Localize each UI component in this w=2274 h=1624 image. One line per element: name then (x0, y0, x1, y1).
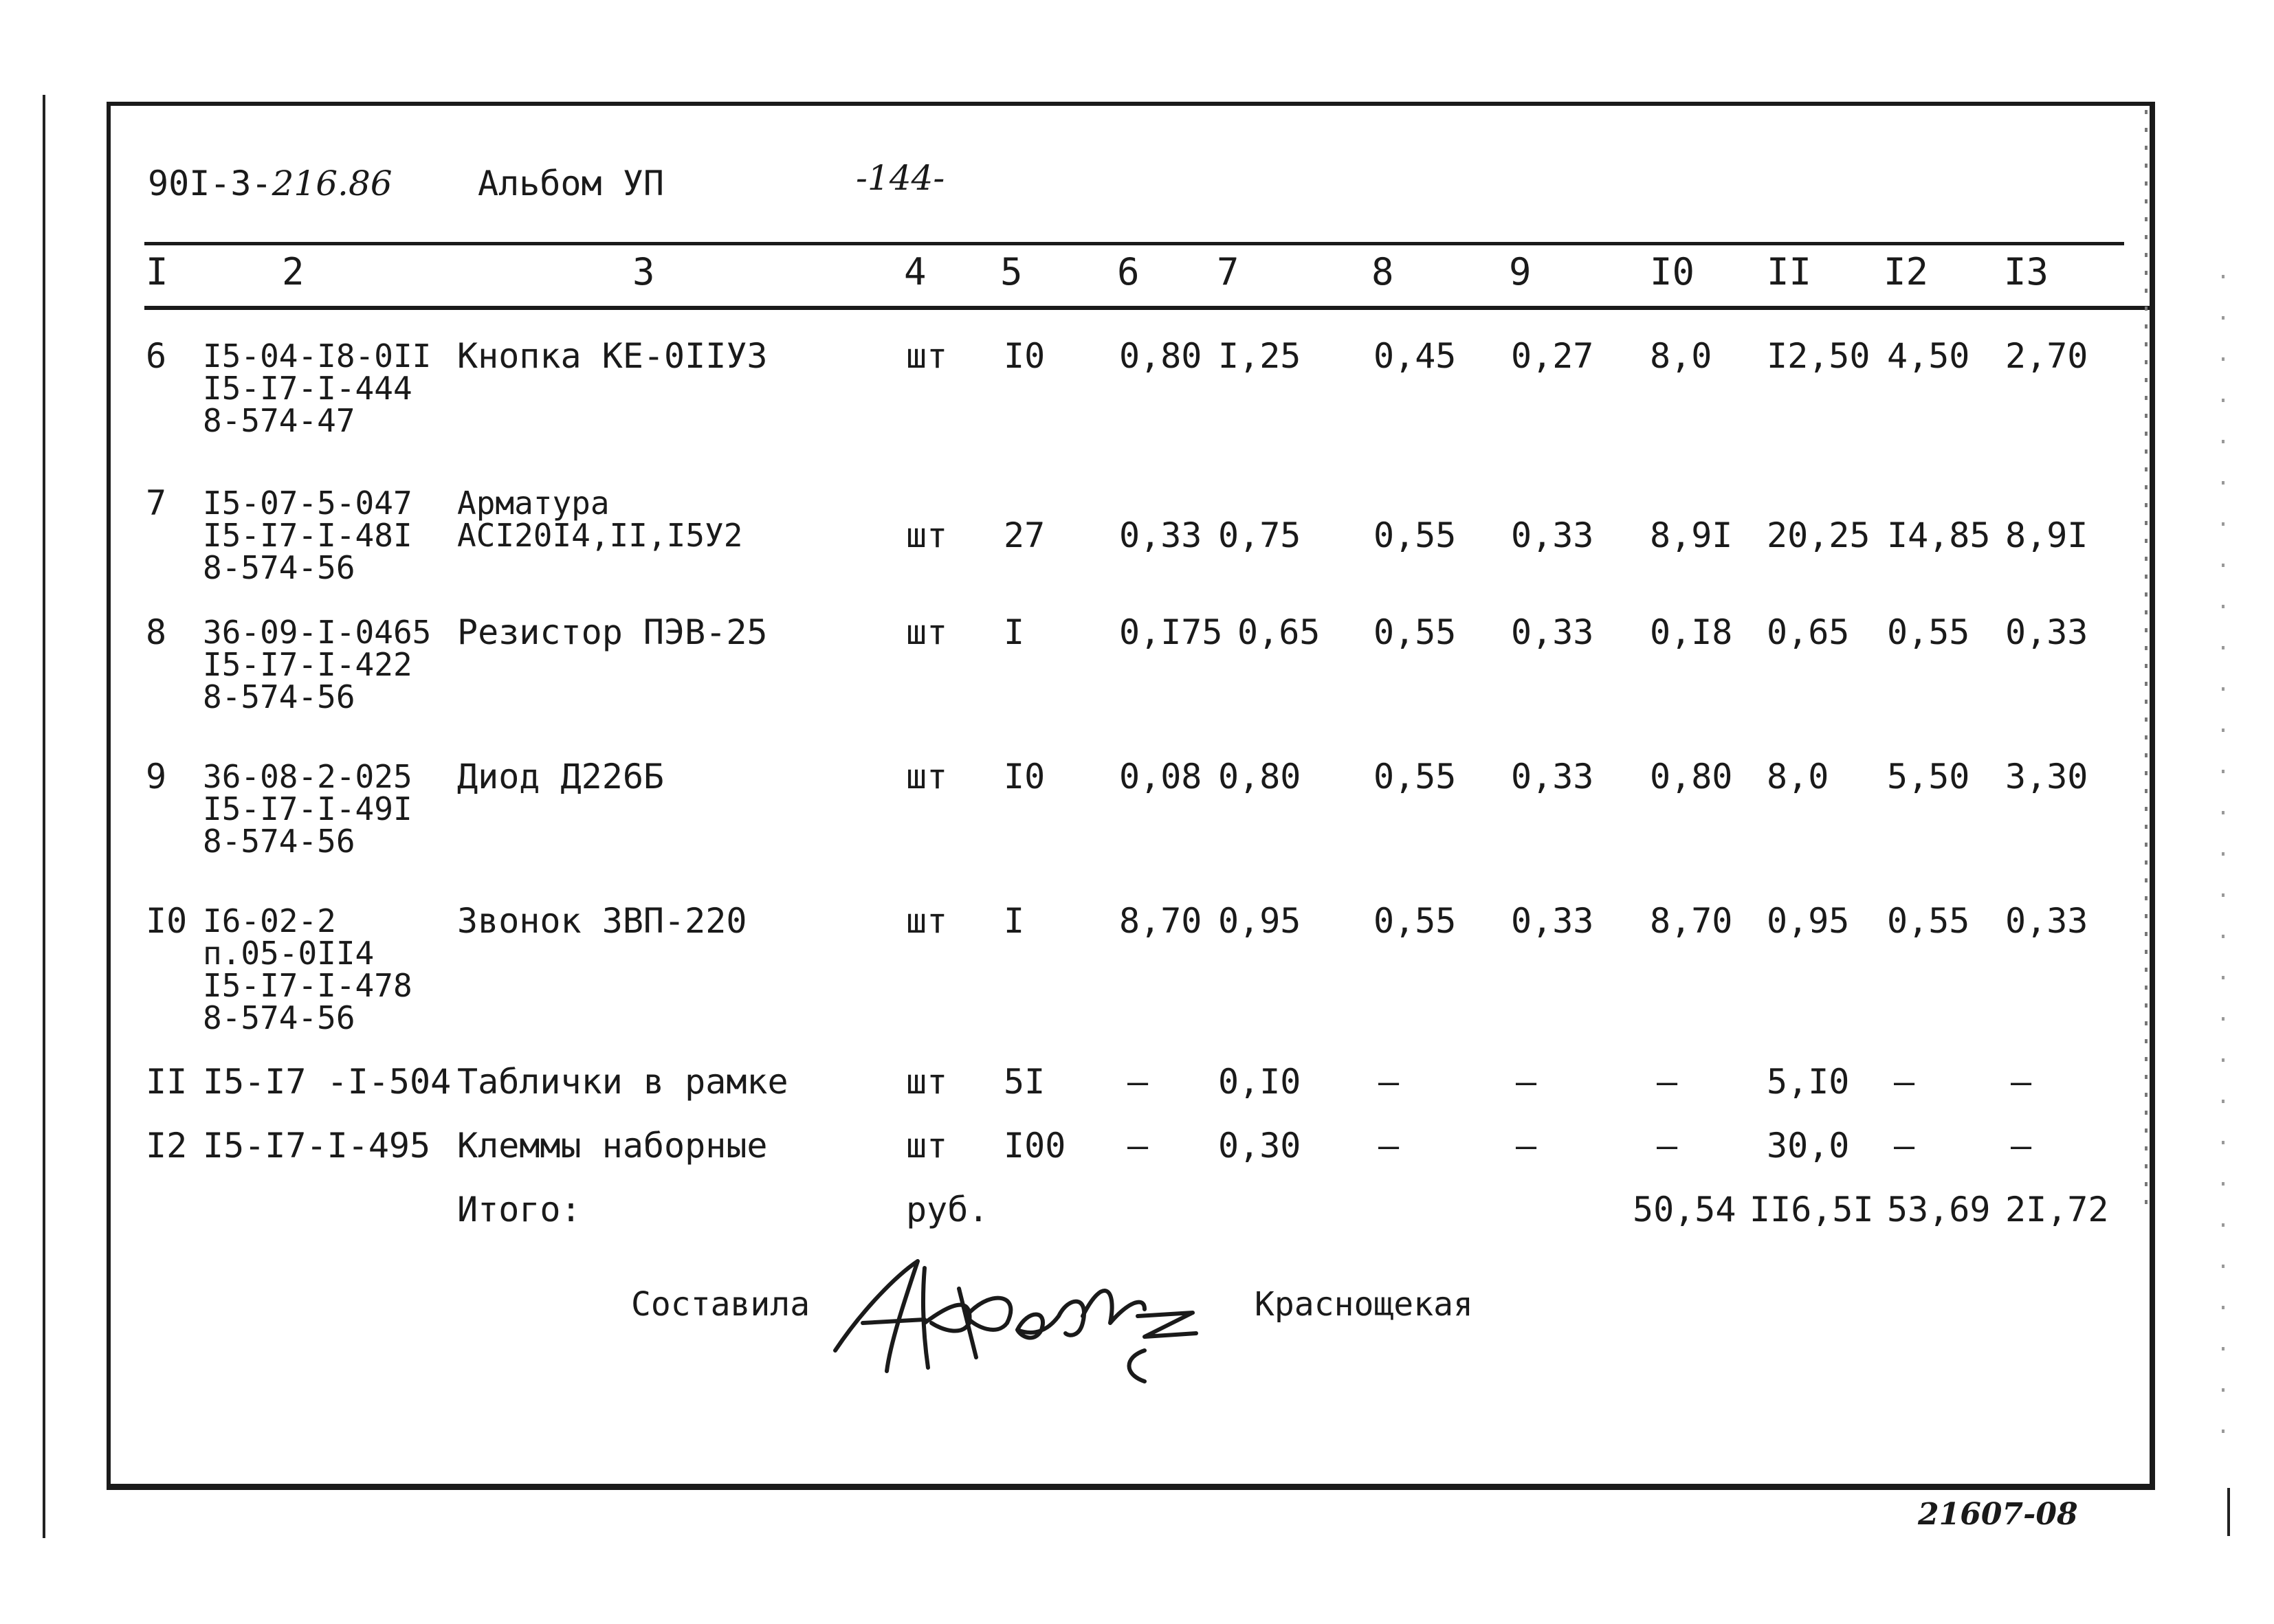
document-code-handwritten: 216.86 (272, 164, 393, 203)
column-number: I (146, 250, 168, 293)
total-col-11: II6,5I (1749, 1190, 1874, 1230)
item-name: Таблички в рамке (457, 1062, 788, 1102)
value-col-11: I2,50 (1767, 336, 1870, 376)
item-name: Резистор ПЭВ-25 (457, 612, 768, 652)
album-label: Альбом УП (478, 164, 664, 203)
value-col-10: – (1657, 1126, 1678, 1166)
value-col-9: 0,33 (1511, 901, 1594, 941)
price-code: I5-I7-I-49I (203, 790, 412, 827)
value-col-9: – (1516, 1062, 1537, 1102)
value-col-11: 20,25 (1767, 515, 1870, 555)
price-code: 36-08-2-025 (203, 758, 412, 795)
value-col-9: 0,33 (1511, 515, 1594, 555)
column-number: 8 (1371, 250, 1394, 293)
quantity: I0 (1004, 757, 1046, 797)
value-col-12: – (1894, 1062, 1915, 1102)
quantity: I (1004, 901, 1025, 941)
document-code (148, 164, 393, 203)
value-col-13: – (2011, 1062, 2032, 1102)
column-number: 6 (1117, 250, 1140, 293)
value-col-8: 0,55 (1373, 901, 1457, 941)
unit: шт (906, 336, 948, 376)
price-code: I6-02-2 (203, 902, 336, 939)
row-number: 6 (146, 336, 167, 376)
value-col-6: 8,70 (1119, 901, 1202, 941)
value-col-10: 8,70 (1650, 901, 1733, 941)
value-col-12: 0,55 (1887, 901, 1970, 941)
value-col-7: 0,I0 (1218, 1062, 1301, 1102)
total-label: Итого: (457, 1190, 582, 1230)
price-code: I5-I7-I-478 (203, 967, 412, 1004)
value-col-10: 8,9I (1650, 515, 1733, 555)
value-col-6: 0,I75 (1119, 612, 1223, 652)
value-col-6: 0,08 (1119, 757, 1202, 797)
row-number: 7 (146, 483, 167, 523)
page-number: -144- (856, 158, 945, 198)
value-col-13: 8,9I (2005, 515, 2088, 555)
value-col-7: 0,65 (1237, 612, 1321, 652)
value-col-7: 0,95 (1218, 901, 1301, 941)
price-code: 8-574-56 (203, 549, 355, 586)
value-col-11: 8,0 (1767, 757, 1829, 797)
value-col-10: – (1657, 1062, 1678, 1102)
column-number: I3 (2004, 250, 2049, 293)
column-number: 5 (1000, 250, 1023, 293)
unit: шт (906, 757, 948, 797)
price-code: 8-574-47 (203, 402, 355, 439)
total-col-13: 2I,72 (2005, 1190, 2109, 1230)
value-col-13: 0,33 (2005, 901, 2088, 941)
price-code: I5-I7-I-495 (203, 1126, 431, 1166)
value-col-8: – (1378, 1126, 1400, 1166)
value-col-9: – (1516, 1126, 1537, 1166)
column-number: 3 (632, 250, 655, 293)
value-col-12: 4,50 (1887, 336, 1970, 376)
price-code: 8-574-56 (203, 678, 355, 715)
column-number: 7 (1217, 250, 1239, 293)
value-col-10: 0,I8 (1650, 612, 1733, 652)
scan-artifact-dots (2222, 275, 2225, 1443)
quantity: I (1004, 612, 1025, 652)
value-col-6: 0,80 (1119, 336, 1202, 376)
unit: шт (906, 612, 948, 652)
value-col-13: 2,70 (2005, 336, 2088, 376)
value-col-11: 0,65 (1767, 612, 1850, 652)
item-name: Клеммы наборные (457, 1126, 768, 1166)
price-code: I5-I7-I-422 (203, 646, 412, 683)
price-code: I5-I7-I-48I (203, 517, 412, 554)
scan-artifact-dots (2145, 110, 2148, 1210)
quantity: 27 (1004, 515, 1046, 555)
price-code: п.05-0II4 (203, 935, 375, 972)
quantity: I00 (1004, 1126, 1066, 1166)
column-number: 9 (1509, 250, 1532, 293)
price-code: I5-I7 -I-504 (203, 1062, 452, 1102)
row-number: I2 (146, 1126, 188, 1166)
price-code: 8-574-56 (203, 823, 355, 860)
item-name: Звонок ЗВП-220 (457, 901, 747, 941)
value-col-11: 5,I0 (1767, 1062, 1850, 1102)
value-col-8: 0,55 (1373, 612, 1457, 652)
row-number: II (146, 1062, 188, 1102)
value-col-11: 30,0 (1767, 1126, 1850, 1166)
header-rule-bottom (144, 306, 2152, 310)
column-number: I0 (1650, 250, 1695, 293)
value-col-13: 0,33 (2005, 612, 2088, 652)
value-col-12: I4,85 (1887, 515, 1991, 555)
unit: шт (906, 515, 948, 555)
value-col-8: 0,55 (1373, 757, 1457, 797)
value-col-12: 5,50 (1887, 757, 1970, 797)
item-name: Арматура (457, 485, 610, 522)
unit: шт (906, 1062, 948, 1102)
value-col-8: 0,55 (1373, 515, 1457, 555)
price-code: 36-09-I-0465 (203, 614, 432, 651)
value-col-9: 0,27 (1511, 336, 1594, 376)
value-col-7: 0,30 (1218, 1126, 1301, 1166)
item-name: Кнопка КЕ-0IIУ3 (457, 336, 768, 376)
value-col-13: – (2011, 1126, 2032, 1166)
row-number: 9 (146, 757, 167, 797)
value-col-7: 0,80 (1218, 757, 1301, 797)
price-code: I5-I7-I-444 (203, 370, 412, 407)
value-col-12: 0,55 (1887, 612, 1970, 652)
row-number: 8 (146, 612, 167, 652)
value-col-6: – (1127, 1126, 1149, 1166)
column-number: 2 (282, 250, 305, 293)
price-code: I5-07-5-047 (203, 485, 412, 522)
total-col-12: 53,69 (1887, 1190, 1991, 1230)
value-col-11: 0,95 (1767, 901, 1850, 941)
value-col-6: – (1127, 1062, 1149, 1102)
value-col-7: I,25 (1218, 336, 1301, 376)
value-col-6: 0,33 (1119, 515, 1202, 555)
quantity: I0 (1004, 336, 1046, 376)
value-col-8: 0,45 (1373, 336, 1457, 376)
left-margin-line (43, 95, 45, 1538)
value-col-10: 0,80 (1650, 757, 1733, 797)
item-name: Диод Д226Б (457, 757, 665, 797)
column-number: I2 (1884, 250, 1929, 293)
compiler-name: Краснощекая (1255, 1285, 1473, 1324)
footer-document-number: 21607-08 (1918, 1497, 2078, 1532)
total-unit: руб. (906, 1190, 989, 1230)
total-col-10: 50,54 (1633, 1190, 1736, 1230)
value-col-7: 0,75 (1218, 515, 1301, 555)
column-number: 4 (904, 250, 927, 293)
unit: шт (906, 901, 948, 941)
value-col-12: – (1894, 1126, 1915, 1166)
column-number: II (1767, 250, 1812, 293)
value-col-9: 0,33 (1511, 612, 1594, 652)
item-name: АСI20I4,II,I5У2 (457, 517, 743, 554)
row-number: I0 (146, 901, 188, 941)
compiled-by-label: Составила (631, 1285, 810, 1324)
value-col-8: – (1378, 1062, 1400, 1102)
price-code: 8-574-56 (203, 999, 355, 1036)
price-code: I5-04-I8-0II (203, 337, 432, 375)
right-margin-line (2227, 1488, 2230, 1536)
document-code-prefix: 90I-3- (148, 164, 272, 203)
quantity: 5I (1004, 1062, 1046, 1102)
header-rule-top (144, 242, 2124, 245)
value-col-10: 8,0 (1650, 336, 1712, 376)
value-col-9: 0,33 (1511, 757, 1594, 797)
value-col-13: 3,30 (2005, 757, 2088, 797)
unit: шт (906, 1126, 948, 1166)
handwritten-signature (821, 1247, 1234, 1392)
